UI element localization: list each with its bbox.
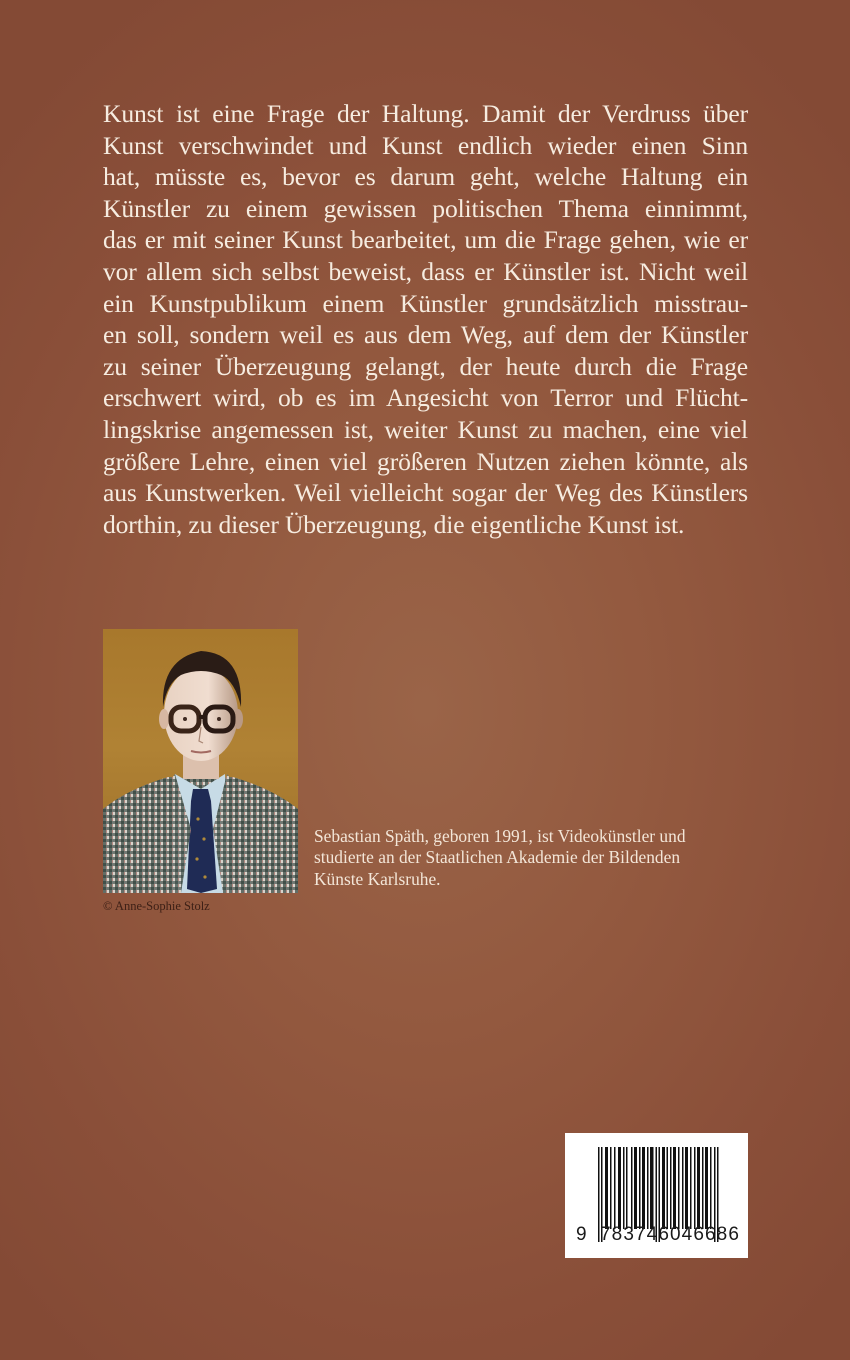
back-cover-blurb [103, 98, 748, 540]
bio-line: Künste Karlsruhe. [314, 868, 441, 889]
isbn-remaining-digits: 783746046686 [600, 1224, 741, 1245]
blurb-line: Künstler zu einem gewissen politischen Thema einnimmt, [103, 193, 748, 223]
blurb-line: lingskrise angemessen ist, weiter Kunst zu machen, eine viel [103, 414, 748, 444]
isbn-first-digit: 9 [576, 1224, 587, 1245]
blurb-line: en soll, sondern weil es aus dem Weg, auf dem der Künstler [103, 320, 748, 350]
author-bio [314, 826, 754, 890]
blurb-line: größere Lehre, einen viel größeren Nutzen ziehen könnte, als [103, 446, 748, 476]
portrait-illustration [103, 629, 298, 893]
isbn-number [565, 1222, 748, 1252]
blurb-line: ein Kunstpublikum einem Künstler grundsätzlich misstrau- [103, 288, 748, 318]
blurb-line: vor allem sich selbst beweist, dass er Künstler ist. Nicht weil [103, 256, 748, 286]
blurb-line: aus Kunstwerken. Weil vielleicht sogar der Weg des Künstlers [103, 478, 748, 508]
blurb-line: das er mit seiner Kunst bearbeitet, um die Frage gehen, wie er [103, 225, 748, 255]
author-photo [103, 629, 298, 893]
blurb-line: hat, müsste es, bevor es darum geht, welche Haltung ein [103, 162, 748, 192]
bio-line: studierte an der Staatlichen Akademie der Bildenden [314, 847, 681, 868]
bio-line: Sebastian Späth, geboren 1991, ist Videokünstler und [314, 826, 686, 846]
blurb-line: Kunst verschwindet und Kunst endlich wieder einen Sinn [103, 130, 748, 160]
photo-credit: © Anne-Sophie Stolz [103, 899, 210, 913]
blurb-line: zu seiner Überzeugung gelangt, der heute durch die Frage [103, 351, 748, 381]
blurb-line: erschwert wird, ob es im Angesicht von Terror und Flücht- [103, 383, 748, 413]
blurb-line: dorthin, zu dieser Überzeugung, die eigentliche Kunst ist. [103, 509, 685, 539]
blurb-line: Kunst ist eine Frage der Haltung. Damit der Verdruss über [103, 99, 748, 128]
isbn-barcode [565, 1133, 748, 1258]
